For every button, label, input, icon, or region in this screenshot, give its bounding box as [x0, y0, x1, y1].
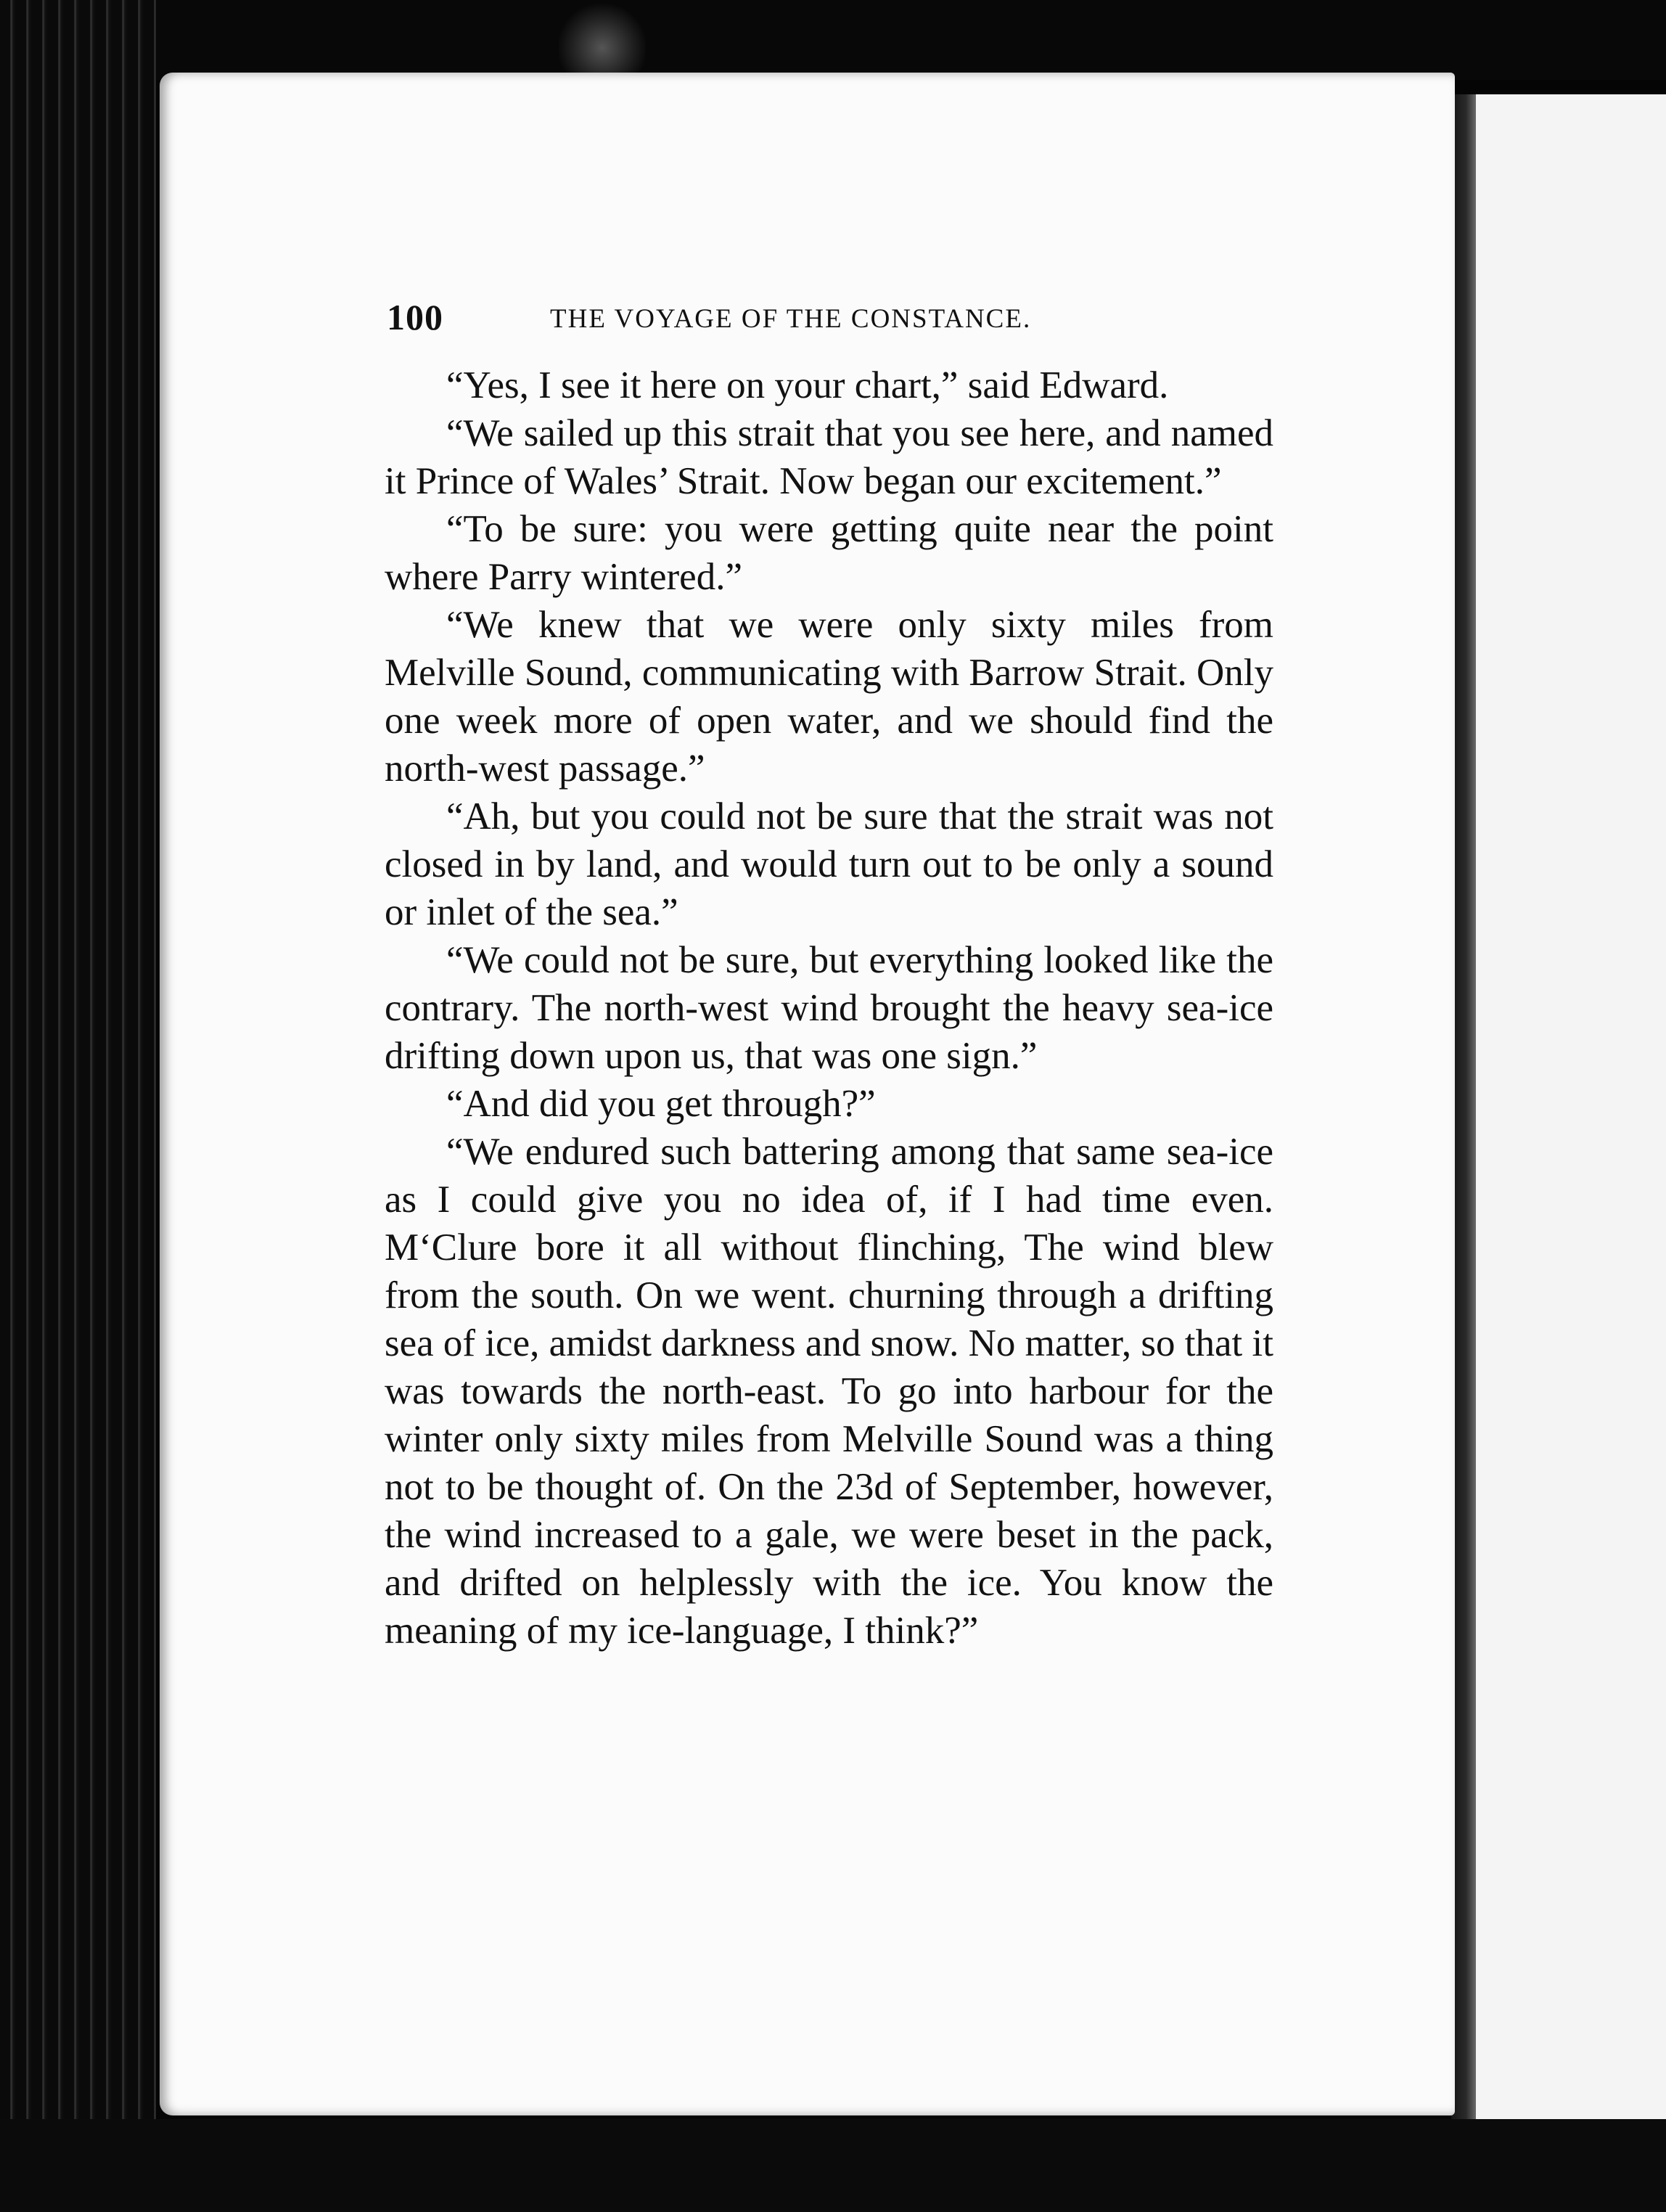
facing-page-edge — [1451, 94, 1666, 2212]
paragraph: “We could not be sure, but everything looked like the contrary. The north-west wind brought the heavy sea-ice drifting down upon us, that was one sign.” — [385, 939, 1273, 1077]
paragraph: “We endured such battering among that same sea-ice as I could give you no idea of, if I had time even. M‘Clure bore it all without flinching, The wind blew from the south. On we went. churning through a drifting sea of ice, amidst darkness and snow. No matter, so that it was towards the north-east. To go into harbour for the winter only sixty miles from Melville Sound was a thing not to be thought of. On the 23d of September, however, the wind increased to a gale, we were beset in the pack, and drifted on helplessly with the ice. You know the meaning of my ice-language, I think?” — [385, 1131, 1273, 1652]
running-head — [387, 296, 1281, 347]
paragraph: “We knew that we were only sixty miles from Melville Sound, communicating with Barrow Strait. Only one week more of open water, and we should find the north-west passage.” — [385, 604, 1273, 790]
page-gutter — [1451, 94, 1476, 2212]
scan-top-shadow — [0, 0, 1666, 80]
paragraph: “We sailed up this strait that you see here, and named it Prince of Wales’ Strait. Now began our excitement.” — [385, 412, 1273, 502]
scan-bottom-shadow — [0, 2119, 1666, 2212]
paragraph: “And did you get through?” — [446, 1083, 876, 1125]
scan-stain — [559, 0, 646, 80]
book-binding-edge — [0, 0, 156, 2212]
page-number: 100 — [387, 297, 443, 337]
paragraph: “To be sure: you were getting quite near the point where Parry wintered.” — [385, 508, 1273, 598]
paragraph: “Ah, but you could not be sure that the strait was not closed in by land, and would turn out to be only a sound or inlet of the sea.” — [385, 795, 1273, 933]
body-text — [385, 361, 1273, 1655]
paragraph: “Yes, I see it here on your chart,” said Edward. — [446, 364, 1169, 406]
running-title: THE VOYAGE OF THE CONSTANCE. — [550, 304, 1032, 334]
